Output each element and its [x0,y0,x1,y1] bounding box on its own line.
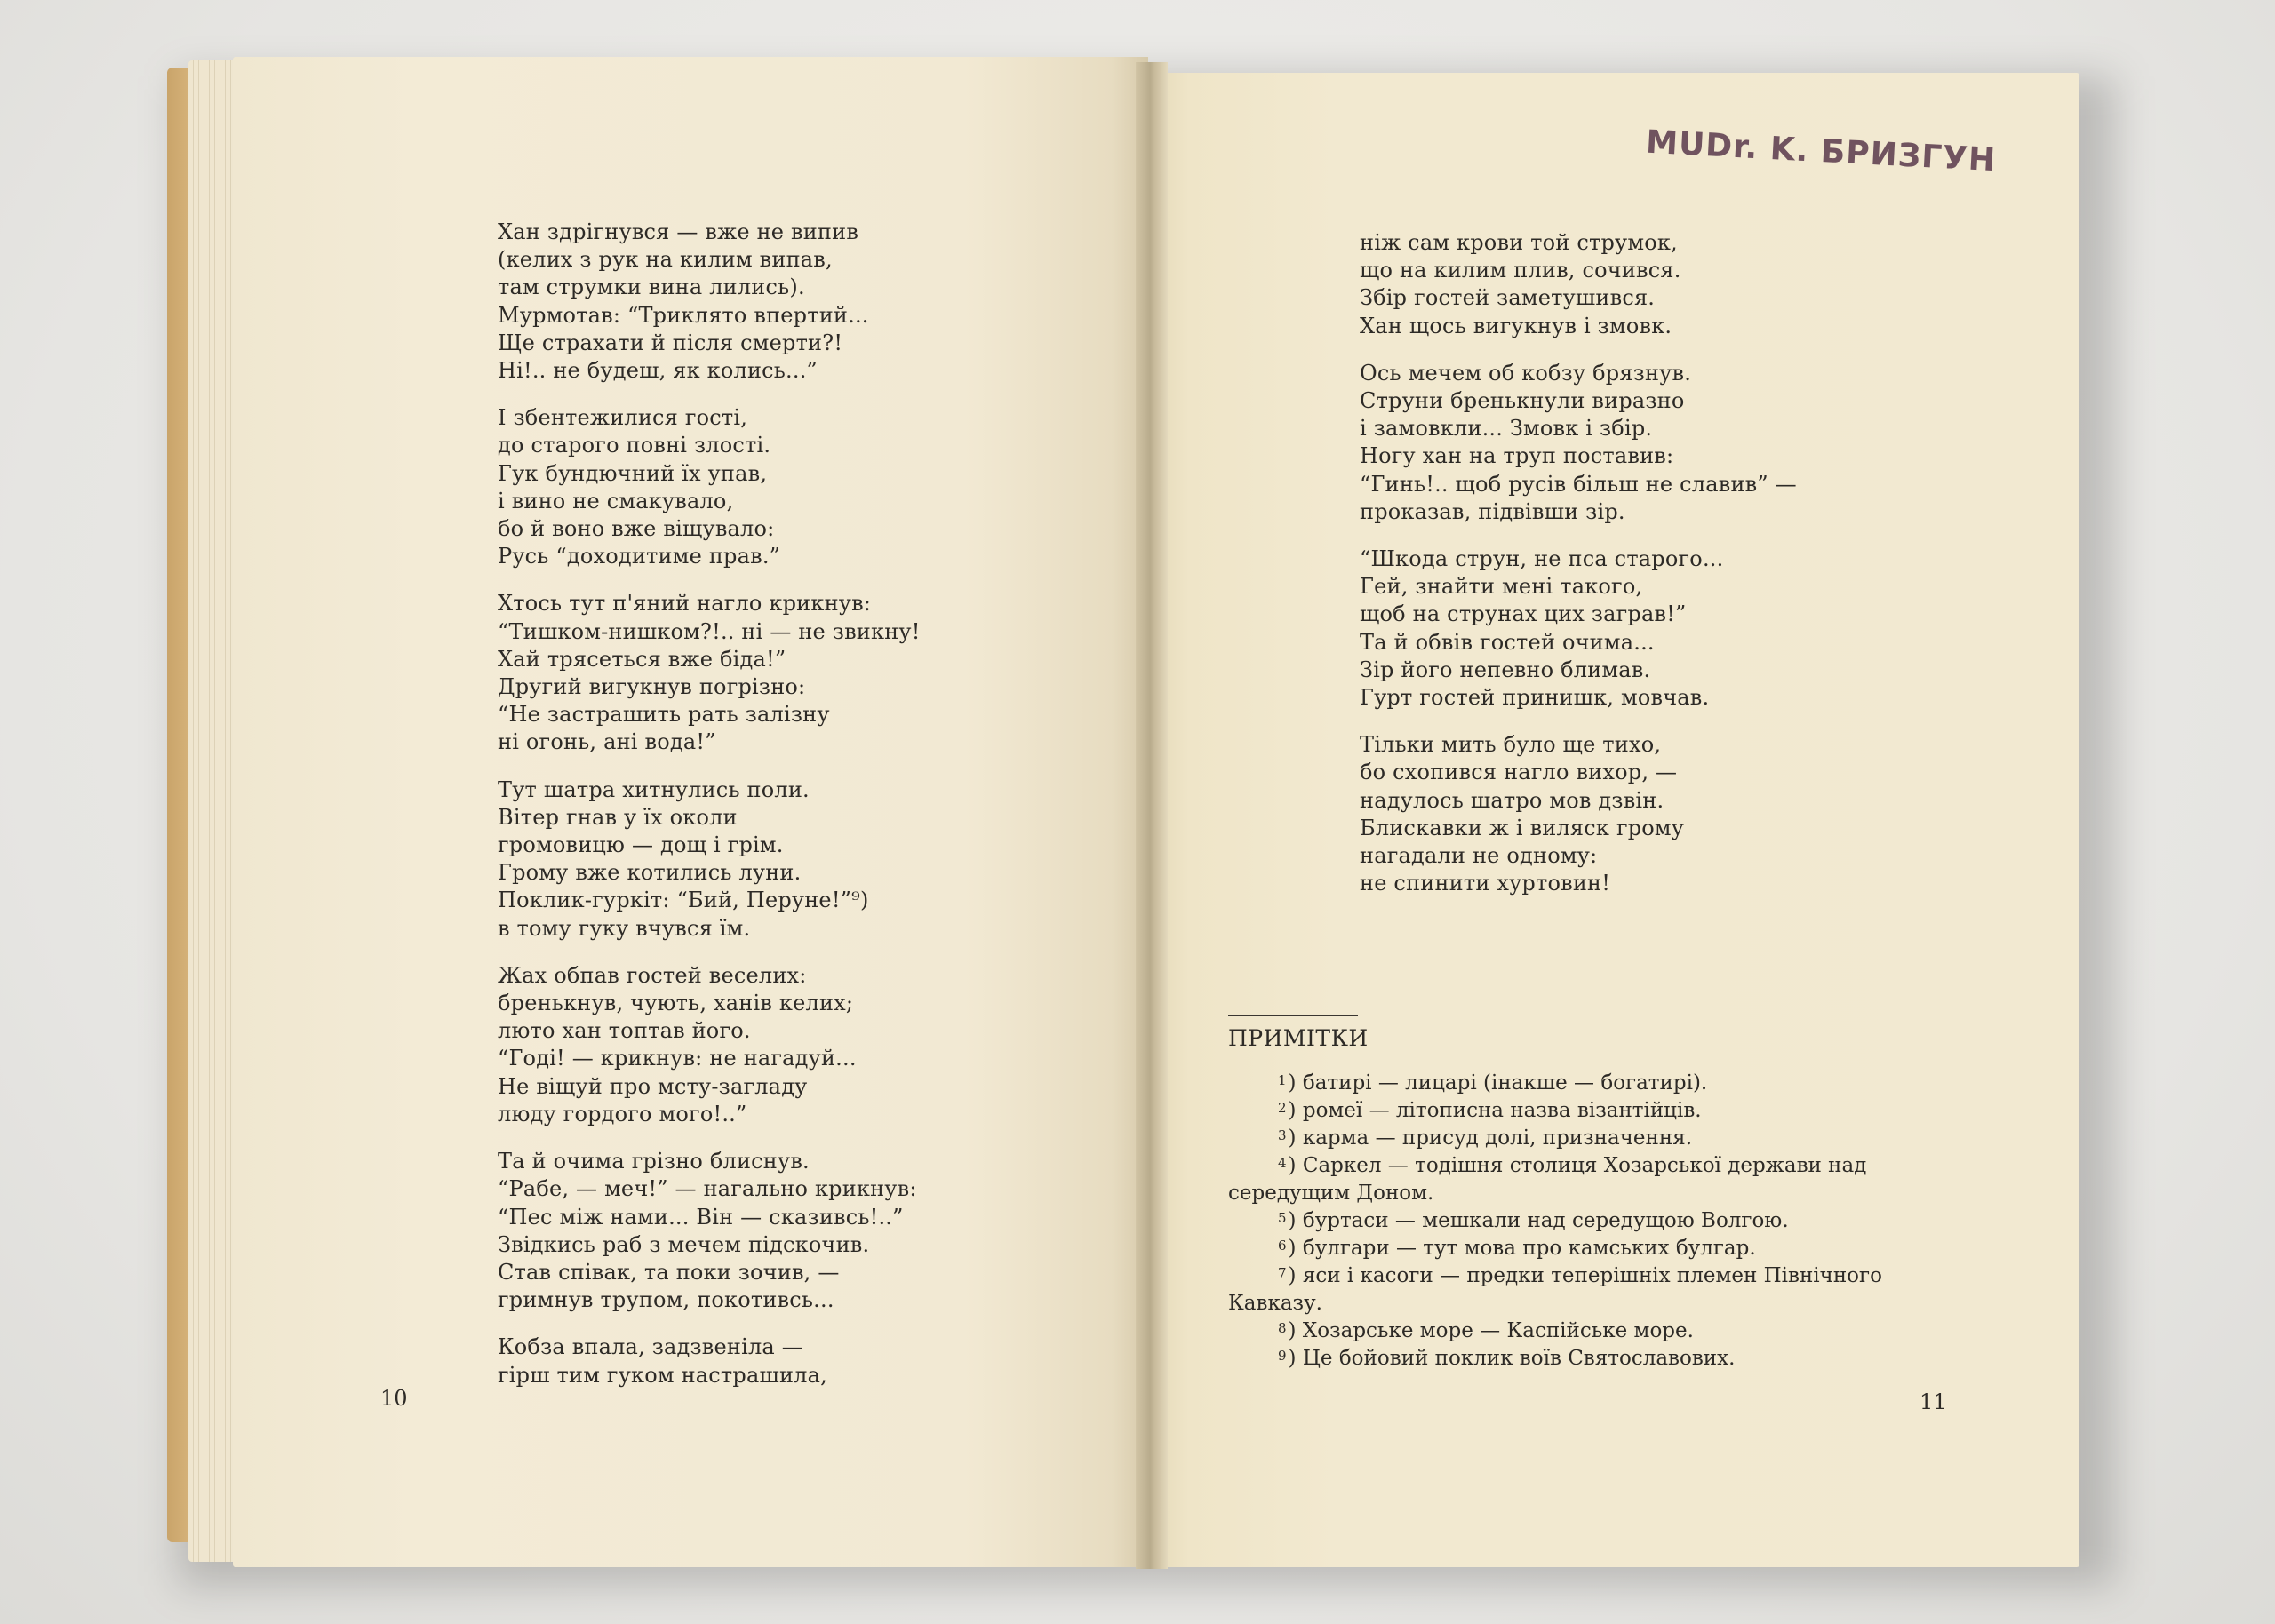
note-number: 2 [1278,1100,1287,1116]
poem-line: Та й очима грізно блиснув. [498,1149,810,1174]
note-paren: ) [1288,1237,1303,1260]
owner-stamp: MUDr. K. БРИЗГУН [1645,123,1998,179]
poem-line: Хан здрігнувся — вже не випив [498,219,859,244]
poem-line: Мурмотав: “Триклято впертий... [498,302,869,328]
poem-line: бо й воно вже віщувало: [498,516,775,542]
poem-line: Ось мечем об кобзу брязнув. [1360,360,1692,386]
note-text: карма — присуд долі, призначення. [1302,1126,1693,1150]
note-text: буртаси — мешкали над середущою Волгою. [1302,1209,1789,1232]
stanza [1360,545,1893,712]
stanza [498,962,1031,1128]
note-number: 7 [1278,1265,1287,1281]
poem-line: люду гордого мого!..” [498,1101,747,1126]
note-item [1228,1152,1950,1180]
stanza [498,1148,1031,1314]
note-item [1228,1097,1950,1125]
poem-line: І збентежилися гості, [498,405,748,431]
poem-line: громовицю — дощ і грім. [498,832,784,858]
poem-line: Гей, знайти мені такого, [1360,574,1643,600]
note-item [1228,1125,1950,1152]
poem-line: не спинити хуртовин! [1360,871,1611,896]
poem-line: “Гинь!.. щоб русів більш не славив” — [1360,471,1797,497]
note-item [1228,1318,1950,1345]
poem-line: Не віщуй про мсту-загладу [498,1073,808,1099]
poem-line: Та й обвів гостей очима... [1360,629,1655,655]
poem-line: там струмки вина лились). [498,275,805,300]
poem-line: Грому вже котились луни. [498,860,802,886]
poem-line: Ні!.. не будеш, як колись...” [498,358,818,384]
right-page-number: 11 [1920,1389,1947,1414]
poem-line: “Шкода струн, не пса старого... [1360,546,1724,572]
poem-line: Ногу хан на труп поставив: [1360,443,1674,469]
poem-line: “Не застрашить рать залізну [498,702,830,728]
note-number: 3 [1278,1127,1287,1143]
note-item [1228,1345,1950,1373]
poem-line: Кобза впала, задзвеніла — [498,1334,803,1360]
poem-line: Ще страхати й після смерти?! [498,330,843,355]
poem-line: бо схопився нагло вихор, — [1360,760,1678,785]
poem-line: надулось шатро мов дзвін. [1360,787,1664,813]
left-page-number: 10 [380,1386,408,1411]
poem-line: Струни бренькнули виразно [1360,388,1685,414]
poem-line: Хтось тут п'яний нагло крикнув: [498,591,872,617]
note-continuation: середущим Доном. [1228,1182,1434,1205]
poem-line: що на килим плив, сочився. [1360,258,1681,283]
poem-line: ніж сам крови той струмок, [1360,230,1678,255]
poem-line: Зір його непевно блимав. [1360,657,1651,682]
notes-title: ПРИМІТКИ [1228,1025,1369,1051]
note-text: Це бойовий поклик воїв Святославових. [1302,1347,1736,1370]
note-paren: ) [1288,1209,1303,1232]
right-page-poem [1360,229,1893,917]
poem-line: “Годі! — крикнув: не нагадуй... [498,1046,857,1071]
poem-line: Хан щось вигукнув і змовк. [1360,313,1672,338]
note-text: батирі — лицарі (інакше — богатирі). [1302,1071,1708,1095]
left-page-poem [498,219,1031,1409]
poem-line: “Рабе, — меч!” — нагально крикнув: [498,1176,917,1202]
note-paren: ) [1288,1319,1303,1342]
stanza [1360,731,1893,897]
poem-line: Хай трясеться вже біда!” [498,646,786,672]
note-item [1228,1207,1950,1235]
poem-line: “Тишком-нишком?!.. ні — не звикну! [498,618,921,644]
poem-line: гримнув трупом, покотивсь... [498,1287,834,1313]
poem-line: щоб на струнах цих заграв!” [1360,601,1687,627]
poem-line: Поклик-гуркіт: “Бий, Перуне!”⁹) [498,888,869,913]
note-text: ромеї — літописна назва візантійців. [1302,1099,1702,1122]
poem-line: гірш тим гуком настрашила, [498,1362,827,1388]
poem-line: Гурт гостей принишк, мовчав. [1360,685,1710,711]
poem-line: Русь “доходитиме прав.” [498,544,781,569]
note-paren: ) [1288,1099,1303,1122]
note-text: Саркел — тодішня столиця Хозарської держави над [1302,1154,1867,1177]
poem-line: і вино не смакувало, [498,488,734,513]
poem-line: люто хан топтав його. [498,1018,751,1044]
poem-line: Вітер гнав у їх околи [498,804,738,830]
stanza [498,776,1031,943]
poem-line: “Пес між нами... Він — сказивсь!..” [498,1204,904,1230]
note-item [1228,1235,1950,1262]
note-number: 5 [1278,1210,1287,1226]
note-number: 8 [1278,1320,1287,1336]
note-number: 6 [1278,1238,1287,1254]
poem-line: бренькнув, чують, ханів келих; [498,991,854,1016]
note-number: 4 [1278,1155,1287,1171]
poem-line: (келих з рук на килим випав, [498,247,833,273]
poem-line: нагадали не одному: [1360,843,1598,869]
note-number: 1 [1278,1072,1287,1088]
note-number: 9 [1278,1348,1287,1364]
note-paren: ) [1288,1154,1303,1177]
book-gutter [1136,62,1168,1569]
stanza [498,404,1031,570]
poem-line: Жах обпав гостей веселих: [498,962,807,988]
poem-line: Гук бундючний їх упав, [498,460,768,486]
note-paren: ) [1288,1264,1303,1287]
note-paren: ) [1288,1126,1303,1150]
poem-line: Збір гостей заметушився. [1360,285,1656,311]
note-text: яси і касоги — предки теперішніх племен Північного [1302,1264,1882,1287]
notes-list [1228,1070,1950,1373]
note-item [1228,1070,1950,1097]
note-text: Хозарське море — Каспійське море. [1302,1319,1694,1342]
poem-line: до старого повні злості. [498,433,771,458]
poem-line: в тому гуку вчувся їм. [498,915,751,941]
stanza [498,219,1031,385]
poem-line: Блискавки ж і виляск грому [1360,815,1685,840]
note-paren: ) [1288,1071,1303,1095]
poem-line: Став співак, та поки зочив, — [498,1259,840,1285]
stanza [498,590,1031,756]
note-text: булгари — тут мова про камських булгар. [1302,1237,1756,1260]
note-continuation: Кавказу. [1228,1292,1322,1315]
stanza [1360,229,1893,340]
notes-divider [1228,1015,1358,1016]
stanza [498,1333,1031,1389]
poem-line: Другий вигукнув погрізно: [498,674,806,700]
poem-line: Тут шатра хитнулись поли. [498,776,810,802]
poem-line: і замовкли... Змовк і збір. [1360,416,1653,442]
poem-line: Тільки мить було ще тихо, [1360,732,1662,758]
note-item [1228,1262,1950,1290]
poem-line: ні огонь, ані вода!” [498,729,716,755]
poem-line: Звідкись раб з мечем підскочив. [498,1231,870,1257]
stanza [1360,360,1893,526]
poem-line: проказав, підвівши зір. [1360,498,1625,524]
note-paren: ) [1288,1347,1303,1370]
